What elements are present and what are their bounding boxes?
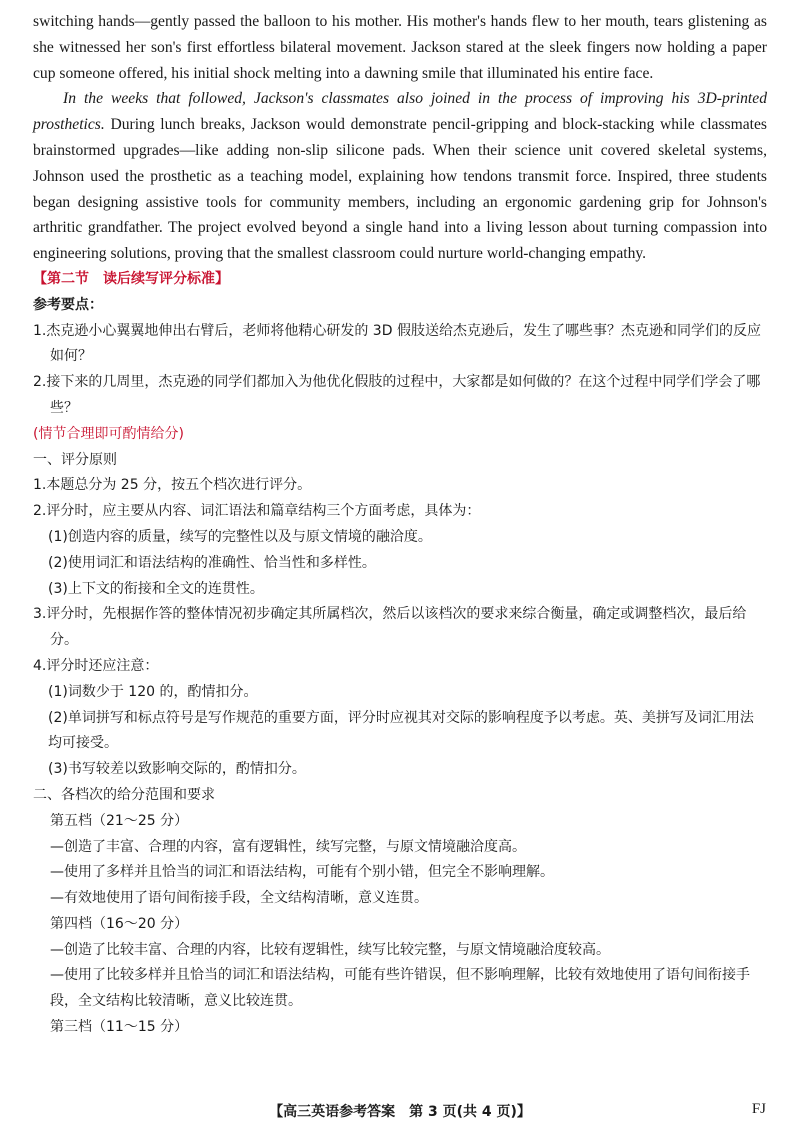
- principle-item-2-sub-3: (3)上下文的衔接和全文的连贯性。: [48, 580, 264, 597]
- section-title: 【第二节 读后续写评分标准】: [33, 270, 229, 287]
- principle-item-4-sub-1: (1)词数少于 120 的，酌情扣分。: [48, 683, 258, 700]
- footer-region-code: FJ: [751, 1101, 766, 1117]
- level-5-criterion-3: —有效地使用了语句间衔接手段，全文结构清晰，意义连贯。: [50, 890, 428, 907]
- principle-item-4: 4.评分时还应注意：: [33, 657, 159, 674]
- level-4-criterion-1: —创造了比较丰富、合理的内容，比较有逻辑性，续写比较完整，与原文情境融洽度较高。: [50, 941, 610, 958]
- reference-point-2: 2.接下来的几周里，杰克逊的同学们都加入为他优化假肢的过程中，大家都是如何做的？在这个过程中同学们学会了哪些？: [33, 374, 761, 416]
- story-paragraph-2-lead: In the weeks that followed, Jackson's classmates also joined in the process of improving his 3D-printed prosthetics.: [33, 90, 767, 134]
- level-4-title: 第四档（16～20 分）: [50, 915, 189, 932]
- footer-page-label: 【高三英语参考答案 第 3 页(共 4 页)】: [269, 1104, 531, 1120]
- story-paragraph-1: switching hands—gently passed the balloon to his mother. His mother's hands flew to her mouth, tears glistening as she witnessed her son's first effortless bilateral movement. Jackson stared at the sleek fingers now holding a paper cup someone offered, his initial shock melting into a dawning smile that illuminated his entire face.: [33, 13, 767, 82]
- level-4-criterion-2: —使用了比较多样并且恰当的词汇和语法结构，可能有些许错误，但不影响理解，比较有效地使用了语句间衔接手段，全文结构比较清晰，意义比较连贯。: [50, 967, 750, 1010]
- story-paragraph-2: [33, 86, 767, 267]
- level-5-criterion-2: —使用了多样并且恰当的词汇和语法结构，可能有个别小错，但完全不影响理解。: [50, 864, 554, 881]
- level-5-criterion-1: —创造了丰富、合理的内容，富有逻辑性，续写完整，与原文情境融洽度高。: [50, 838, 526, 855]
- level-5-title: 第五档（21～25 分）: [50, 812, 189, 829]
- level-3-title: 第三档（11～15 分）: [50, 1019, 189, 1036]
- principle-item-2-sub-2: (2)使用词汇和语法结构的准确性、恰当性和多样性。: [48, 554, 376, 571]
- principle-item-3: 3.评分时，先根据作答的整体情况初步确定其所属档次，然后以该档次的要求来综合衡量，确定或调整档次，最后给分。: [33, 606, 747, 649]
- reference-points-title: 参考要点：: [33, 296, 103, 313]
- page-footer: [0, 1101, 800, 1125]
- story-paragraph-2-body: During lunch breaks, Jackson would demonstrate pencil-gripping and block-stacking while classmates brainstormed upgrades—like adding non-slip silicone pads. When their science unit covered skeletal systems, Johnson used the prosthetic as a teaching model, explaining how tendons transmit force. Inspired, three students began designing assistive tools for community members, including an ergonomic gardening grip for Johnson's arthritic grandfather. The project evolved beyond a single hand into a living lesson about turning compassion into engineering solutions, proving that the smallest classroom could nurture world-changing empathy.: [33, 116, 767, 263]
- principle-item-2: 2.评分时，应主要从内容、词汇语法和篇章结构三个方面考虑，具体为：: [33, 503, 481, 520]
- levels-heading: 二、各档次的给分范围和要求: [33, 786, 215, 803]
- principle-item-4-sub-3: (3)书写较差以致影响交际的，酌情扣分。: [48, 761, 306, 778]
- principle-item-1: 1.本题总分为 25 分，按五个档次进行评分。: [33, 477, 312, 494]
- scoring-note: (情节合理即可酌情给分): [33, 425, 184, 442]
- reference-point-1: 1.杰克逊小心翼翼地伸出右臂后，老师将他精心研发的 3D 假肢送给杰克逊后，发生了哪些事？杰克逊和同学们的反应如何？: [33, 322, 761, 365]
- principle-item-2-sub-1: (1)创造内容的质量，续写的完整性以及与原文情境的融洽度。: [48, 528, 432, 545]
- principles-heading: 一、评分原则: [33, 451, 117, 468]
- principle-item-4-sub-2: (2)单词拼写和标点符号是写作规范的重要方面，评分时应视其对交际的影响程度予以考虑。英、美拼写及词汇用法均可接受。: [48, 709, 754, 752]
